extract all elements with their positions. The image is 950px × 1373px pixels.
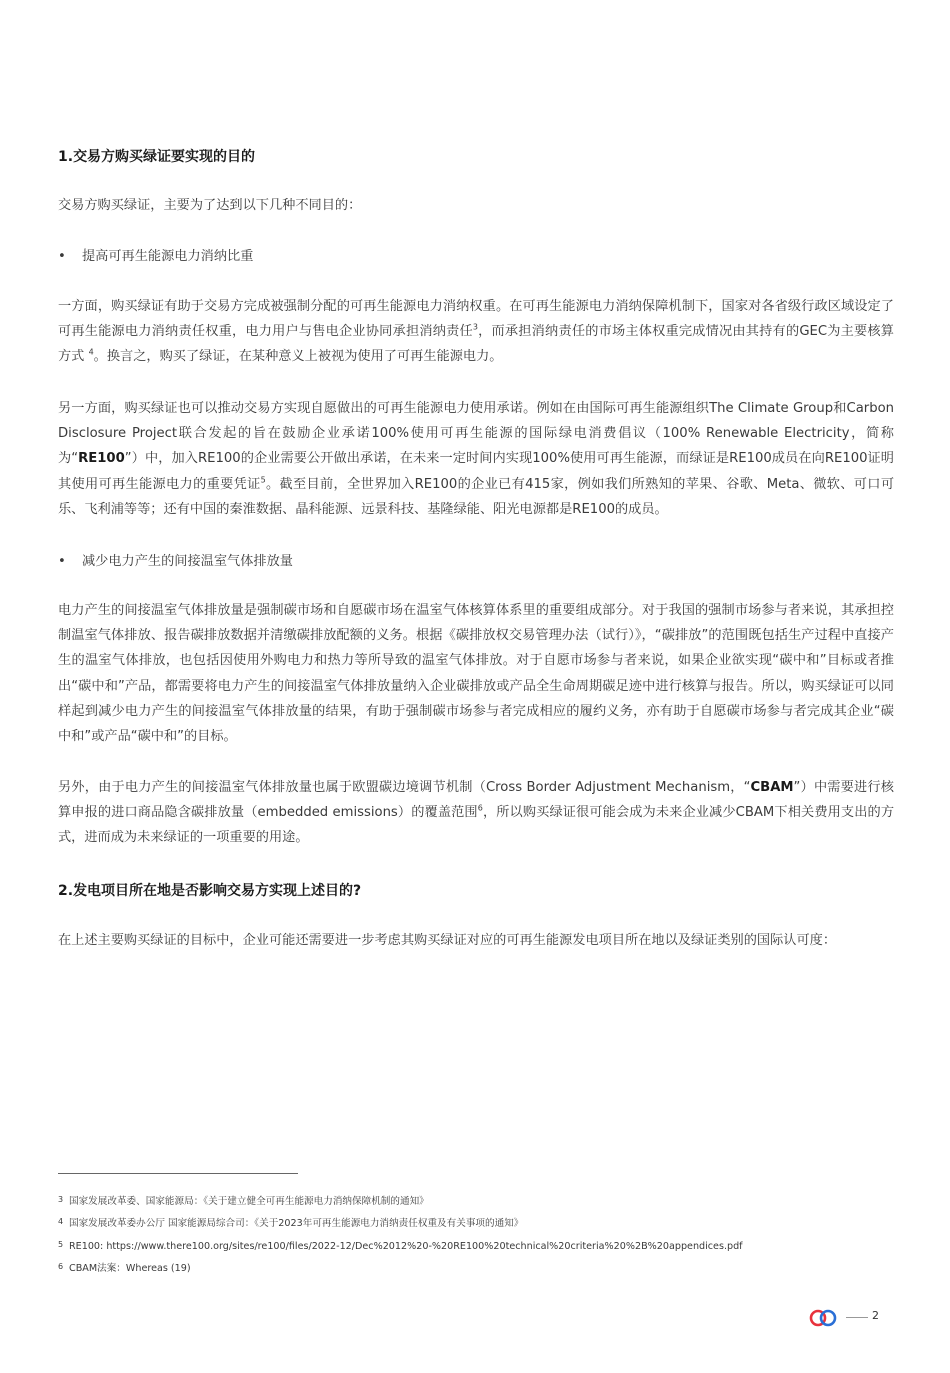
paragraph-location: 在上述主要购买绿证的目标中，企业可能还需要进一步考虑其购买绿证对应的可再生能源发电项目所在地以及绿证类别的国际认可度： [58, 933, 837, 948]
paragraph-re100: 另一方面，购买绿证也可以推动交易方实现自愿做出的可再生能源电力使用承诺。例如在由国际可再生能源组织The Climate Group和Carbon Disclosure Project联合发起的旨在鼓励企业承诺100%使用可再生能源的国际绿电消费倡议（100% Renewable Electricity，简称为“RE100”）中，加入RE100的企业需要公开做出承诺，在未来一定时间内实现100%使用可再生能源，而绿证是RE100成员在向RE100证明其使用可再生能源电力的重要凭证$^5$。截至目前，全世界加入RE100的企业已有415家，例如我们所熟知的苹果、谷歌、Meta、微软、可口可乐、飞利浦等等；还有中国的秦淮数据、晶科能源、远景科技、基隆绿能、阳光电源都是RE100的成员。 [58, 401, 895, 517]
footnote-ref-4: 4 [88, 348, 94, 358]
page-number: 2 [872, 1309, 879, 1322]
intro-paragraph: 交易方购买绿证，主要为了达到以下几种不同目的： [58, 198, 362, 213]
bullet-item-2: • 减少电力产生的间接温室气体排放量 [58, 554, 293, 569]
bullet-item-1: • 提高可再生能源电力消纳比重 [58, 249, 254, 264]
paragraph-cbam: 另外，由于电力产生的间接温室气体排放量也属于欧盟碳边境调节机制（Cross Border Adjustment Mechanism，“CBAM”）中需要进行核算申报的进口商品隐含碳排放量（embedded emissions）的覆盖范围$^6$，所以购买绿证很可能会成为未来企业减少CBAM下相关费用支出的方式，进而成为未来绿证的一项重要的用途。 [58, 780, 895, 846]
footnote-6: 6 CBAM法案：Whereas (19) [58, 1261, 191, 1274]
logo-icon [808, 1308, 840, 1328]
footer-rule [846, 1317, 868, 1318]
section-1-heading: 1.交易方购买绿证要实现的目的 [58, 149, 256, 165]
footnote-3: 3 国家发展改革委、国家能源局：《关于建立健全可再生能源电力消纳保障机制的通知》 [58, 1195, 429, 1207]
footnote-ref-3: 3 [472, 322, 478, 332]
footnotes [58, 1190, 918, 1279]
paragraph-obligation: 一方面，购买绿证有助于交易方完成被强制分配的可再生能源电力消纳权重。在可再生能源电力消纳保障机制下，国家对各省级行政区域设定了可再生能源电力消纳责任权重，电力用户与售电企业协同承担消纳责任$^3$，而承担消纳责任的市场主体权重完成情况由其持有的GEC为主要核算方式 $^4$。换言之，购买了绿证，在某种意义上被视为使用了可再生能源电力。 [58, 299, 894, 365]
footnote-ref-6: 6 [477, 803, 483, 813]
footnote-divider [58, 1173, 298, 1174]
page-footer [808, 1306, 888, 1330]
paragraph-carbon-market: 电力产生的间接温室气体排放量是强制碳市场和自愿碳市场在温室气体核算体系里的重要组成部分。对于我国的强制市场参与者来说，其承担控制温室气体排放、报告碳排放数据并清缴碳排放配额的义务。根据《碳排放权交易管理办法（试行）》，“碳排放”的范围既包括生产过程中直接产生的温室气体排放，也包括因使用外购电力和热力等所导致的温室气体排放。对于自愿市场参与者来说，如果企业欲实现“碳中和”目标或者推出“碳中和”产品，都需要将电力产生的间接温室气体排放量纳入企业碳排放或产品全生命周期碳足迹中进行核算与报告。所以，购买绿证可以同样起到减少电力产生的间接温室气体排放量的结果，有助于强制碳市场参与者完成相应的履约义务，亦有助于自愿碳市场参与者完成其企业“碳中和”或产品“碳中和”的目标。 [58, 603, 894, 745]
section-2-heading: 2.发电项目所在地是否影响交易方实现上述目的? [58, 883, 362, 899]
footnote-4: 4 国家发展改革委办公厅 国家能源局综合司：《关于2023年可再生能源电力消纳责任权重及有关事项的通知》 [58, 1217, 524, 1230]
footnote-5: 5 RE100: https://www.there100.org/sites/re100/files/2022-12/Dec%2012%20-%20RE100%20technical%20criteria%20%2B%20appendices.pdf [58, 1239, 743, 1252]
footnote-ref-5: 5 [260, 475, 266, 485]
